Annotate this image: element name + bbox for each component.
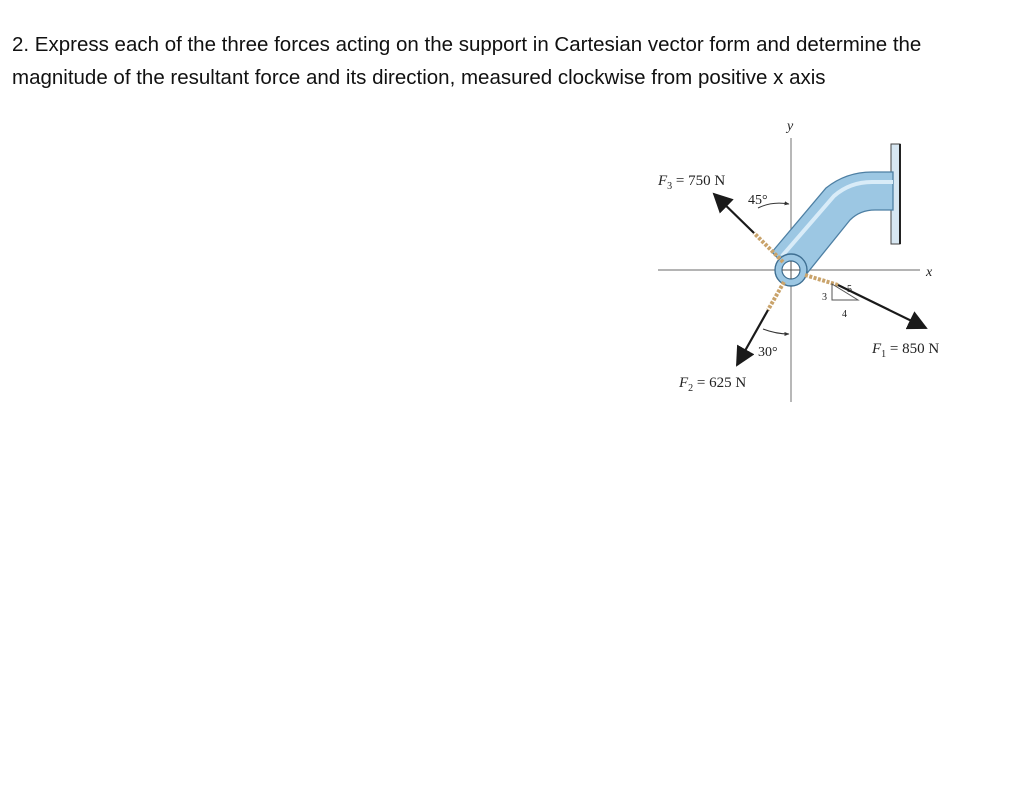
f2-label: $F_2 = 625$ N <box>679 375 747 394</box>
slope-run: 4 <box>842 309 847 320</box>
y-axis-label: y <box>787 119 794 134</box>
rope-f2 <box>768 282 784 310</box>
f1-label: $F_1 = 850$ N <box>872 341 940 360</box>
f3-label: $F_3 = 750$ N <box>658 173 726 192</box>
f3-angle: 45° <box>748 193 768 208</box>
slope-rise: 3 <box>822 292 827 303</box>
x-axis-label: x <box>926 265 933 280</box>
rope-f1 <box>805 275 838 285</box>
problem-statement: 2. Express each of the three forces acting on the support in Cartesian vector form and determine the magnitude of the resultant force and its direction, measured clockwise from positive x axis <box>12 33 922 89</box>
slope-hyp: 5 <box>847 284 852 295</box>
force-diagram <box>650 110 980 410</box>
angle-arc-30 <box>763 329 789 334</box>
f2-angle: 30° <box>758 345 778 360</box>
